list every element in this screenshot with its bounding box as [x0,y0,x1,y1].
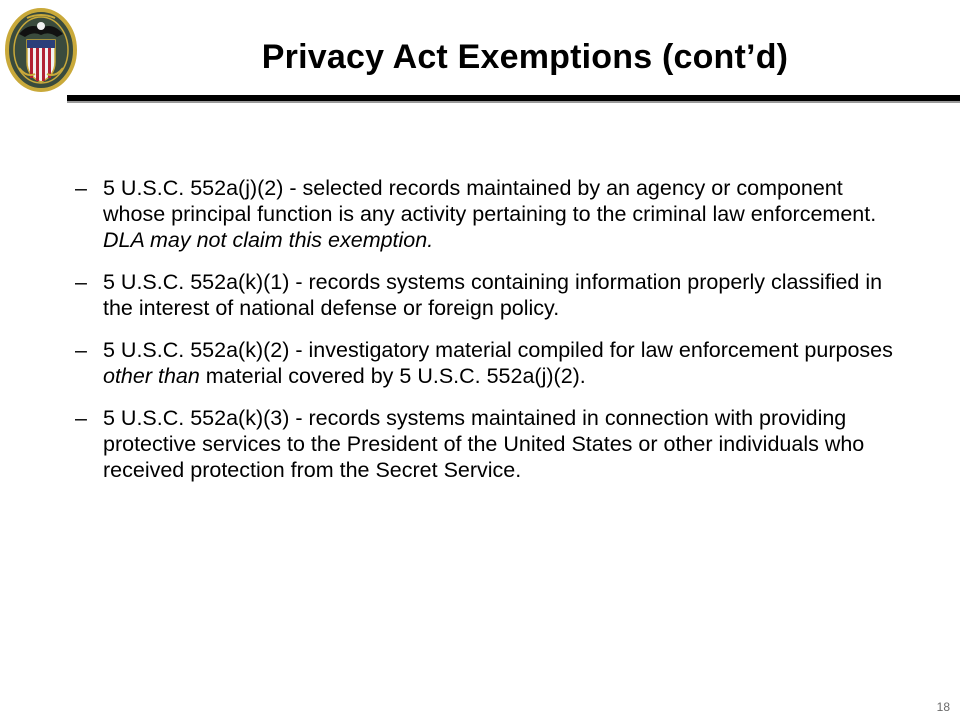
bullet-item [75,175,905,253]
bullet-text [103,175,905,253]
bullet-body: 5 U.S.C. 552a(k)(1) - records systems containing information properly classified in the interest of national defense or foreign policy. [103,270,883,320]
bullet-text [103,337,905,389]
title-underline-shadow [67,101,960,103]
bullet-item [75,337,905,389]
slide-title: Privacy Act Exemptions (cont’d) [261,38,789,76]
dla-eagle-shield-seal-icon [5,4,77,92]
bullet-body-after: material covered by 5 U.S.C. 552a(j)(2). [199,364,586,388]
page-number: 18 [936,700,950,714]
bullet-list [75,175,905,499]
bullet-item [75,269,905,321]
bullet-emphasis: other than [103,364,200,388]
bullet-emphasis: DLA may not claim this exemption. [103,228,434,252]
bullet-dash: – [75,270,87,294]
bullet-text [103,269,905,321]
bullet-text [103,405,905,483]
bullet-body: 5 U.S.C. 552a(j)(2) - selected records maintained by an agency or component whose principal function is any activity pertaining to the criminal law enforcement. [103,176,877,226]
bullet-dash: – [75,406,87,430]
bullet-item [75,405,905,483]
bullet-body: 5 U.S.C. 552a(k)(3) - records systems maintained in connection with providing protective services to the President of the United States or other individuals who received protection from the Secret Service. [103,406,865,482]
bullet-body: 5 U.S.C. 552a(k)(2) - investigatory material compiled for law enforcement purposes [103,338,893,362]
bullet-dash: – [75,176,87,200]
bullet-dash: – [75,338,87,362]
